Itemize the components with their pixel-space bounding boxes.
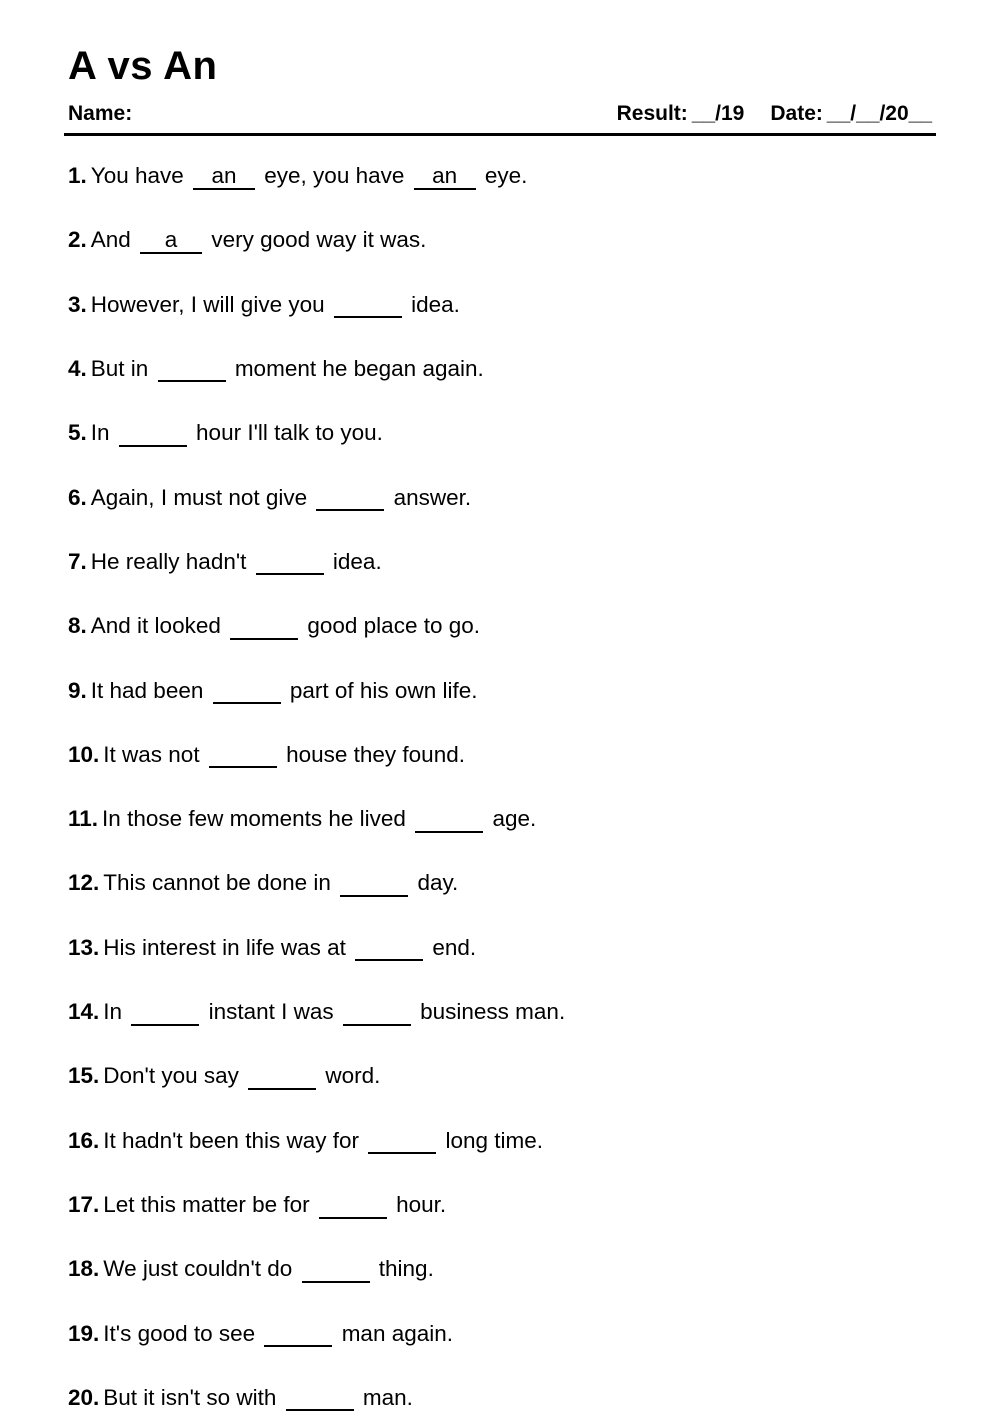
question-text: eye, you have (258, 163, 411, 188)
question-number: 18. (68, 1256, 100, 1282)
answer-blank[interactable] (368, 1130, 436, 1155)
question-text: moment he began again. (228, 355, 484, 381)
answer-blank[interactable] (316, 487, 384, 512)
question-item (64, 612, 936, 640)
question-number: 17. (68, 1192, 100, 1217)
question-item (64, 677, 936, 705)
question-number: 19. (68, 1320, 100, 1346)
answer-blank[interactable] (209, 744, 277, 769)
question-text: hour I'll talk to you. (189, 420, 383, 446)
question-item (64, 548, 936, 576)
question-text: Let this matter be for (103, 1192, 316, 1217)
question-text: day. (411, 870, 459, 896)
question-text: We just couldn't do (103, 1256, 299, 1282)
question-number: 9. (68, 677, 87, 703)
question-number: 3. (68, 291, 87, 317)
question-text: long time. (439, 1127, 544, 1153)
question-text: business man. (413, 999, 566, 1025)
answer-blank[interactable] (355, 937, 423, 962)
question-text: idea. (326, 548, 382, 574)
question-number: 13. (68, 934, 100, 960)
question-text: thing. (372, 1256, 434, 1282)
question-number: 11. (68, 806, 99, 832)
answer-blank[interactable] (334, 294, 402, 319)
answer-blank[interactable]: an (414, 165, 476, 190)
question-text: In those few moments he lived (102, 806, 413, 832)
question-text: His interest in life was at (103, 934, 353, 960)
question-text: part of his own life. (283, 677, 478, 703)
answer-blank[interactable]: an (193, 165, 255, 190)
answer-blank[interactable] (415, 808, 483, 833)
question-text: In (103, 999, 129, 1025)
answer-blank[interactable] (248, 1065, 316, 1090)
result-field (617, 102, 745, 126)
answer-blank[interactable] (256, 551, 324, 576)
question-number: 15. (68, 1063, 100, 1089)
question-text: And it looked (90, 613, 228, 639)
question-text: It was not (103, 741, 206, 767)
question-text: It had been (90, 677, 210, 703)
question-item (64, 162, 936, 190)
name-field-label: Name: (68, 102, 133, 125)
date-value[interactable]: __/__/20__ (826, 102, 932, 125)
question-item (64, 934, 936, 962)
question-text: end. (426, 934, 477, 960)
answer-blank[interactable] (158, 358, 226, 383)
date-label: Date: (770, 102, 823, 125)
question-number: 8. (68, 613, 87, 639)
question-item (64, 1062, 936, 1090)
question-text: And (90, 227, 138, 253)
question-text: man again. (335, 1320, 454, 1346)
question-item (64, 1191, 936, 1219)
question-number: 12. (68, 870, 100, 896)
answer-blank[interactable] (302, 1258, 370, 1283)
question-item (64, 805, 936, 833)
answer-blank[interactable] (213, 680, 281, 705)
question-text: word. (319, 1063, 381, 1089)
question-number: 1. (68, 163, 87, 188)
answer-blank[interactable] (340, 872, 408, 897)
result-value[interactable]: __/19 (691, 102, 745, 125)
question-list (64, 162, 936, 1412)
question-text: age. (486, 806, 537, 832)
question-text: good place to go. (301, 613, 480, 639)
date-field (770, 102, 932, 126)
question-text: It's good to see (103, 1320, 262, 1346)
question-number: 2. (68, 227, 87, 253)
question-text: Don't you say (103, 1063, 246, 1089)
question-item (64, 1255, 936, 1283)
question-text: However, I will give you (90, 291, 331, 317)
answer-blank[interactable] (286, 1387, 354, 1412)
answer-blank[interactable] (131, 1001, 199, 1026)
question-number: 14. (68, 999, 100, 1025)
question-number: 4. (68, 355, 87, 381)
question-item (64, 998, 936, 1026)
answer-blank[interactable] (119, 422, 187, 447)
answer-blank[interactable]: a (140, 229, 202, 254)
worksheet-meta-row (64, 102, 936, 136)
question-item (64, 1127, 936, 1155)
question-text: house they found. (279, 741, 465, 767)
question-text: He really hadn't (90, 548, 253, 574)
page-title: A vs An (68, 44, 218, 88)
question-text: answer. (387, 484, 472, 510)
question-item (64, 1384, 936, 1412)
question-item (64, 1320, 936, 1348)
question-item (64, 484, 936, 512)
question-number: 5. (68, 420, 87, 446)
answer-blank[interactable] (343, 1001, 411, 1026)
question-number: 16. (68, 1127, 100, 1153)
question-text: You have (90, 163, 191, 188)
question-text: eye. (478, 163, 528, 188)
question-text: very good way it was. (205, 227, 427, 253)
question-item (64, 741, 936, 769)
question-item (64, 355, 936, 383)
question-number: 7. (68, 548, 87, 574)
question-number: 10. (68, 741, 100, 767)
question-item (64, 869, 936, 897)
question-number: 6. (68, 484, 87, 510)
question-item (64, 226, 936, 254)
question-text: But in (90, 355, 155, 381)
question-text: In (90, 420, 116, 446)
question-number: 20. (68, 1384, 100, 1410)
result-label: Result: (616, 102, 688, 125)
question-item (64, 419, 936, 447)
question-item (64, 291, 936, 319)
question-text: It hadn't been this way for (103, 1127, 366, 1153)
question-text: Again, I must not give (90, 484, 314, 510)
question-text: man. (356, 1384, 413, 1410)
answer-blank[interactable] (264, 1323, 332, 1348)
question-text: idea. (404, 291, 460, 317)
answer-blank[interactable] (230, 615, 298, 640)
question-text: hour. (389, 1192, 447, 1217)
question-text: This cannot be done in (103, 870, 338, 896)
answer-blank[interactable] (319, 1194, 387, 1219)
question-text: instant I was (202, 999, 340, 1025)
question-text: But it isn't so with (103, 1384, 283, 1410)
